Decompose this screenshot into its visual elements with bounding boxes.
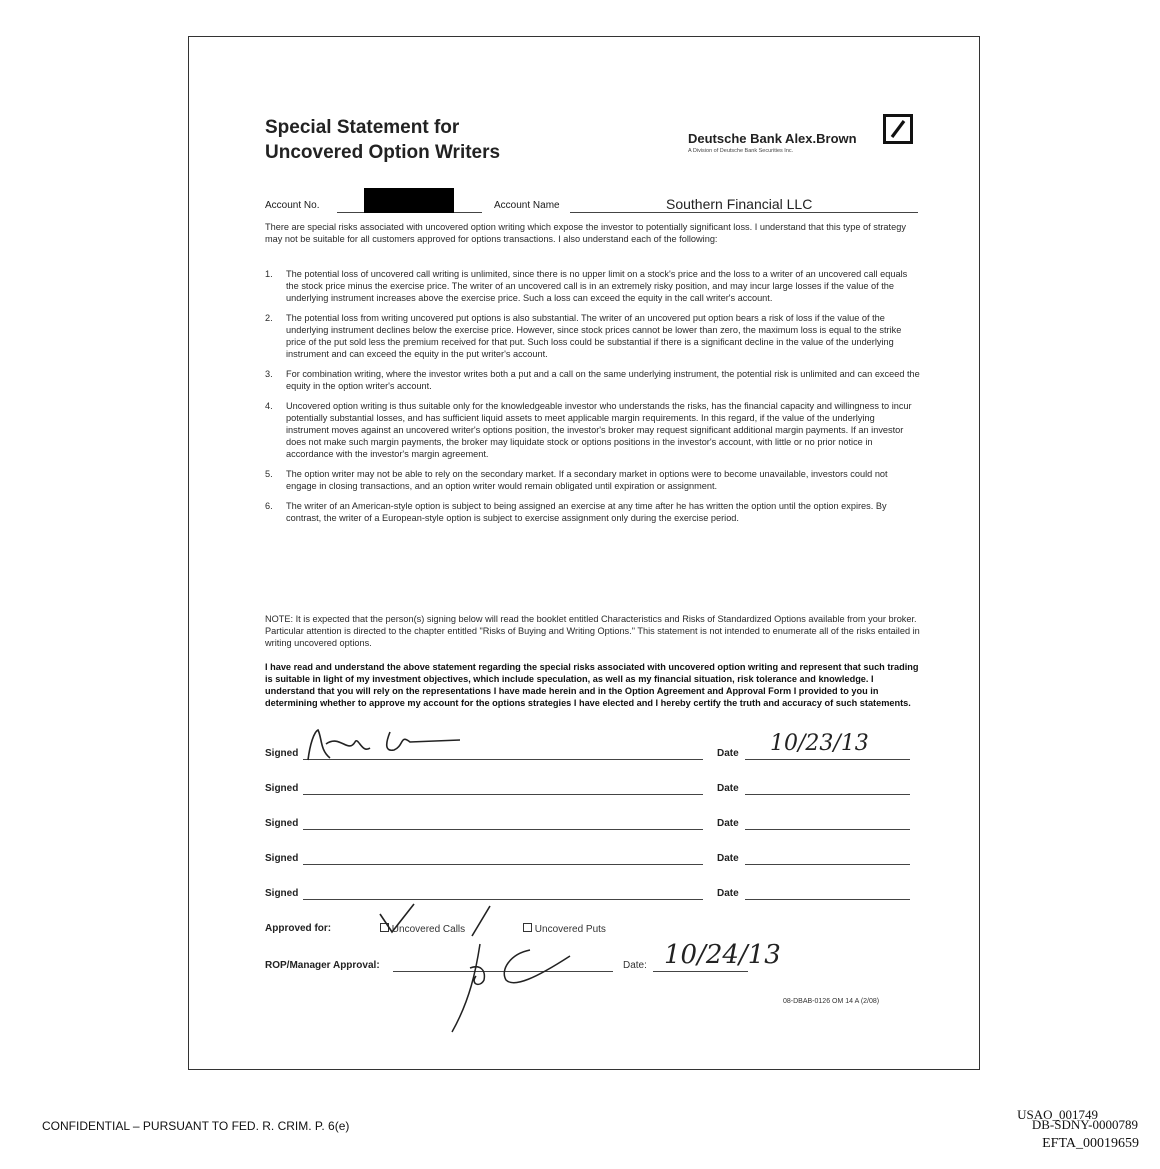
signature-line bbox=[303, 794, 703, 795]
date-label: Date bbox=[717, 818, 739, 829]
date-line bbox=[745, 794, 910, 795]
signature-date-handwritten: 10/23/13 bbox=[770, 731, 869, 756]
signed-label: Signed bbox=[265, 818, 299, 829]
risk-list bbox=[265, 268, 920, 532]
date-label: Date bbox=[717, 748, 739, 759]
list-item: 4. Uncovered option writing is thus suitable only for the knowledgeable investor who understands the risks, has the financial capacity and willingness to incur potentially substantial losses, and has sufficient liquid assets to meet applicable margin requirements. In this regard, if the value of the underlying instrument moves against an uncovered writer's options position, the investor's broker may request significant additional margin payments. If an investor does not make such margin payments, the broker may liquidate stock or options positions in the investor's account, with little or no prior notice in accordance with the investor's margin agreement. bbox=[265, 401, 912, 459]
list-item: 1. The potential loss of uncovered call writing is unlimited, since there is no upper limit on a stock's price and the loss to a writer of an uncovered call equals the stock price minus the exercise price. The writer of an uncovered call is in an extremely risky position, and may incur large losses if the value of the underlying instrument increases above the exercise price. Such a loss can exceed the equity in the call writer's account. bbox=[265, 269, 908, 303]
account-name-line bbox=[570, 212, 918, 213]
checkbox-icon bbox=[523, 923, 532, 932]
efta-bates-number: EFTA_00019659 bbox=[1042, 1136, 1139, 1151]
date-label: Date bbox=[717, 888, 739, 899]
list-item: 6. The writer of an American-style option is subject to being assigned an exercise at any time after he has written the option until the option expires. By contrast, the writer of a European-style option is subject to exercise assignment only during the exercise period. bbox=[265, 501, 887, 523]
usao-bates-number: USAO_001749 bbox=[1017, 1107, 1098, 1122]
signed-label: Signed bbox=[265, 853, 299, 864]
account-name-label: Account Name bbox=[494, 200, 560, 211]
signed-label: Signed bbox=[265, 888, 299, 899]
certification-paragraph: I have read and understand the above statement regarding the special risks associated with uncovered option writing and represent that such trading is suitable in light of my investment objectives, which include speculation, as well as my financial situation, risk tolerance and knowledge. I understand that you will rely on the representations I have made herein and in the Option Agreement and Approval Form I provided to you in determining whether to approve my account for the options strategies I have elected and I hereby certify the truth and accuracy of such statements. bbox=[265, 662, 919, 708]
approval-date-line bbox=[653, 971, 748, 972]
confidential-notice: CONFIDENTIAL – PURSUANT TO FED. R. CRIM. P. 6(e) bbox=[42, 1119, 350, 1133]
uncovered-puts-option: Uncovered Puts bbox=[523, 923, 606, 935]
uncovered-calls-option: Uncovered Calls bbox=[380, 923, 465, 935]
manager-signature-icon bbox=[440, 940, 580, 1035]
signed-label: Signed bbox=[265, 783, 299, 794]
redacted-account-number bbox=[364, 188, 454, 213]
document-title: Special Statement for Uncovered Option Writers bbox=[265, 117, 501, 163]
list-item: 5. The option writer may not be able to rely on the secondary market. If a secondary market in options were to become unavailable, investors could not engage in closing transactions, and an option writer would remain obligated until expiration or assignment. bbox=[265, 469, 888, 491]
approval-date-handwritten: 10/24/13 bbox=[664, 940, 781, 970]
manager-approval-label: ROP/Manager Approval: bbox=[265, 960, 380, 971]
approval-date-label: Date: bbox=[623, 960, 647, 971]
date-line bbox=[745, 759, 910, 760]
note-paragraph: NOTE: It is expected that the person(s) signing below will read the booklet entitled Characteristics and Risks of Standardized Options available from your broker. Particular attention is directed to the chapter entitled "Risks of Buying and Writing Options." This statement is not intended to enumerate all of the risks entailed in writing uncovered options. bbox=[265, 614, 920, 648]
account-name-value: Southern Financial LLC bbox=[666, 196, 813, 212]
form-code: 08-DBAB-0126 OM 14 A (2/08) bbox=[783, 998, 880, 1005]
approved-for-label: Approved for: bbox=[265, 923, 332, 934]
bank-subtitle: A Division of Deutsche Bank Securities Inc. bbox=[688, 148, 794, 154]
signature-line bbox=[303, 864, 703, 865]
client-signature-icon bbox=[300, 724, 470, 764]
date-line bbox=[745, 864, 910, 865]
list-item: 2. The potential loss from writing uncovered put options is also substantial. The writer of an uncovered put option bears a risk of loss if the value of the underlying instrument declines below the exercise price. However, since stock prices cannot be lower than zero, the maximum loss is equal to the strike price of the put sold less the premium received for that put. Such loss could be substantial if there is a significant decline in the value of the underlying instrument and can exceed the equity in the put writer's account. bbox=[265, 313, 902, 359]
date-label: Date bbox=[717, 853, 739, 864]
account-number-label: Account No. bbox=[265, 200, 320, 211]
signed-label: Signed bbox=[265, 748, 299, 759]
date-line bbox=[745, 899, 910, 900]
list-item: 3. For combination writing, where the investor writes both a put and a call on the same underlying instrument, the potential risk is unlimited and can exceed the equity in the option writer's account. bbox=[265, 369, 920, 391]
date-label: Date bbox=[717, 783, 739, 794]
date-line bbox=[745, 829, 910, 830]
document-page bbox=[188, 36, 980, 1070]
deutsche-bank-logo-icon bbox=[883, 114, 913, 144]
bank-name: Deutsche Bank Alex.Brown bbox=[688, 131, 857, 146]
signature-line bbox=[303, 829, 703, 830]
checkmark-icon bbox=[372, 900, 522, 940]
intro-paragraph: There are special risks associated with uncovered option writing which expose the investor to potentially significant loss. I understand that this type of strategy may not be suitable for all customers approved for options transactions. I also understand each of the following: bbox=[265, 222, 906, 244]
db-sdny-bates-number: DB-SDNY-0000789 bbox=[1031, 1117, 1138, 1132]
